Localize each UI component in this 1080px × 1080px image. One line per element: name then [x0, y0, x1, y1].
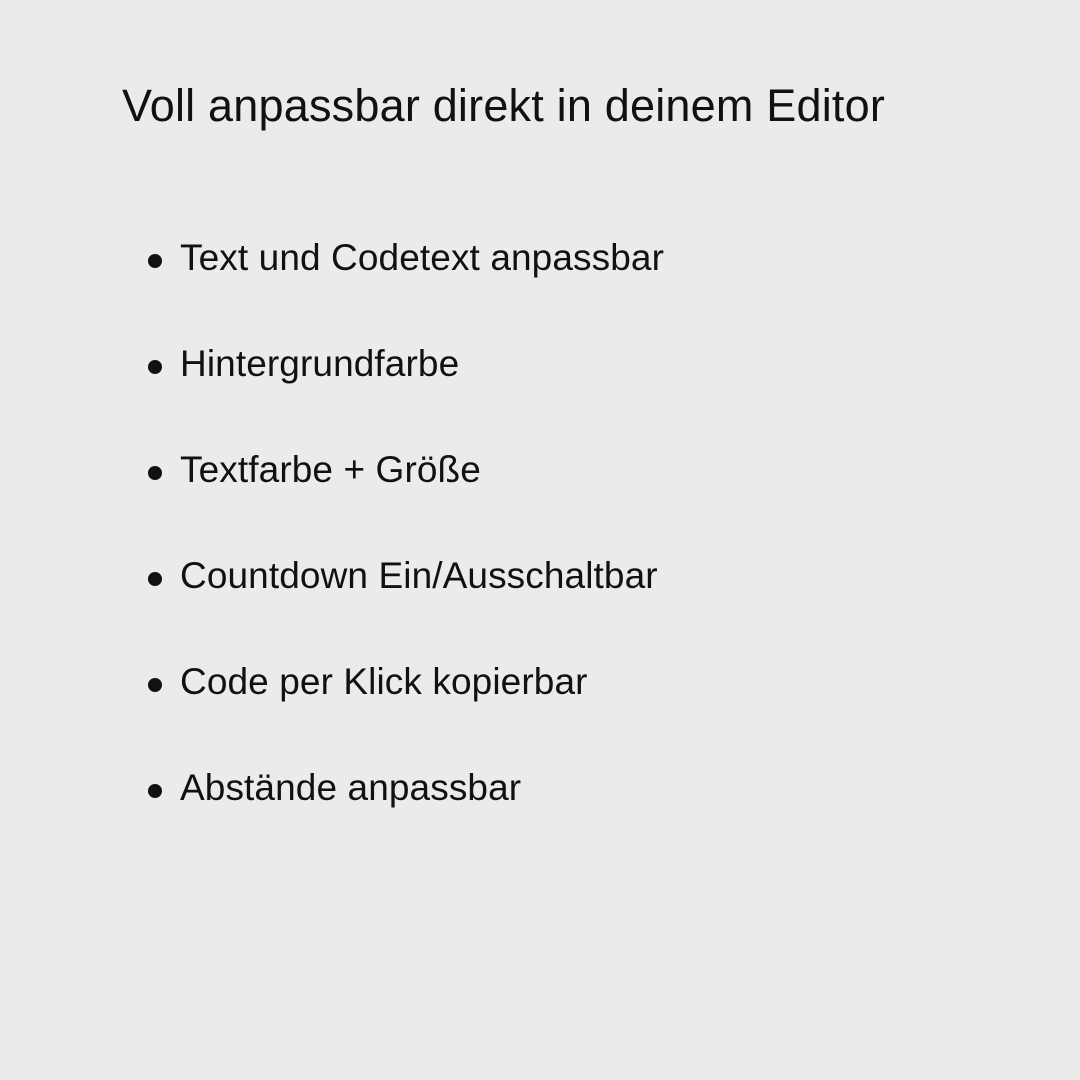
list-item: [0, 662, 1080, 768]
feature-list: [0, 134, 1080, 874]
bullet-icon: [148, 466, 162, 480]
list-item: [0, 238, 1080, 344]
feature-label: Text und Codetext anpassbar: [180, 237, 665, 279]
bullet-icon: [148, 678, 162, 692]
feature-label: Code per Klick kopierbar: [180, 661, 588, 703]
bullet-icon: [148, 360, 162, 374]
list-item: [0, 768, 1080, 874]
feature-label: Countdown Ein/Ausschaltbar: [180, 555, 658, 597]
feature-label: Textfarbe + Größe: [180, 449, 481, 491]
bullet-icon: [148, 254, 162, 268]
list-item: [0, 556, 1080, 662]
bullet-icon: [148, 572, 162, 586]
bullet-icon: [148, 784, 162, 798]
list-item: [0, 450, 1080, 556]
feature-label: Hintergrundfarbe: [180, 343, 460, 385]
feature-label: Abstände anpassbar: [180, 767, 522, 809]
list-item: [0, 344, 1080, 450]
page-title: Voll anpassbar direkt in deinem Editor: [122, 80, 886, 131]
